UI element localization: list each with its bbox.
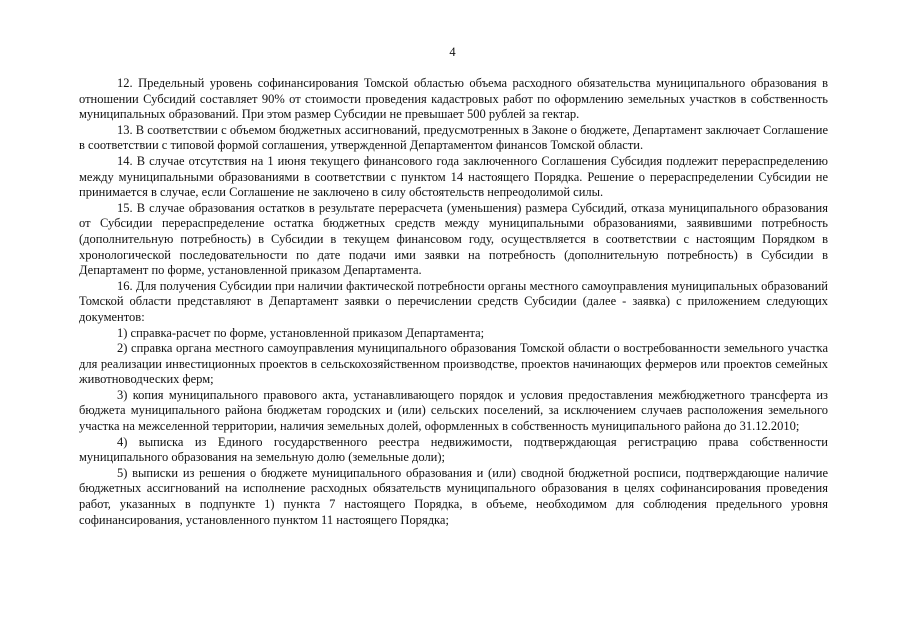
list-item-2: 2) справка органа местного самоуправления муниципального образования Томской области о востребованности земельного участка для реализации инвестиционных проектов в сельскохозяйственном производстве, проектов начинающих фермеров или проектов семейных животноводческих ферм; [79, 341, 828, 387]
paragraph-13: 13. В соответствии с объемом бюджетных ассигнований, предусмотренных в Законе о бюджете, Департамент заключает Соглашение в соответствии с типовой формой соглашения, утвержденной Департаментом финансов Томской области. [79, 122, 828, 153]
paragraph-14: 14. В случае отсутствия на 1 июня текущего финансового года заключенного Соглашения Субсидия подлежит перераспределению между муниципальными образованиями в соответствии с пунктом 14 настоящего Порядка. Решение о перераспределении Субсидии не принимается в случае, если Соглашение не заключено в силу обстоятельств непреодолимой силы. [79, 153, 828, 200]
list-item-4: 4) выписка из Единого государственного реестра недвижимости, подтверждающая регистрацию права собственности муниципального образования на земельную долю (земельные доли); [79, 434, 828, 465]
page-number: 4 [449, 45, 456, 59]
list-item-1: 1) справка-расчет по форме, установленной приказом Департамента; [117, 325, 485, 340]
document-body [79, 76, 828, 528]
paragraph-15: 15. В случае образования остатков в результате перерасчета (уменьшения) размера Субсидий, отказа муниципального образования от Субсидии перераспределение остатка бюджетных средств между муниципальными образованиями, заявившими потребность (дополнительную потребность) в Субсидии в текущем финансовом году, осуществляется в соответствии с настоящим Порядком в хронологической последовательности по дате подачи ими заявки на потребность (дополнительную потребность) в Субсидии в Департамент по форме, установленной приказом Департамента. [79, 200, 828, 278]
list-item-3: 3) копия муниципального правового акта, устанавливающего порядок и условия предоставления межбюджетного трансферта из бюджета муниципального района бюджетам городских и (или) сельских поселений, за исключением случаев расположения земельного участка на межселенной территории, наличия земельных долей, оформленных в собственность муниципального района до 31.12.2010; [79, 387, 828, 434]
paragraph-16: 16. Для получения Субсидии при наличии фактической потребности органы местного самоуправления муниципальных образований Томской области представляют в Департамент заявки о перечислении средств Субсидии (далее - заявка) с приложением следующих документов: [79, 278, 828, 324]
paragraph-12: 12. Предельный уровень софинансирования Томской областью объема расходного обязательства муниципального образования в отношении Субсидий составляет 90% от стоимости проведения кадастровых работ по оформлению земельных участков в собственность муниципальных образований. При этом размер Субсидии не превышает 500 рублей за гектар. [79, 76, 828, 122]
list-item-5: 5) выписки из решения о бюджете муниципального образования и (или) сводной бюджетной росписи, подтверждающие наличие бюджетных ассигнований на исполнение расходных обязательств муниципального образования в целях софинансирования проведения работ, указанных в подпункте 1) пункта 7 настоящего Порядка, в объеме, необходимом для соблюдения предельного уровня софинансирования, установленного пунктом 11 настоящего Порядка; [79, 465, 828, 527]
